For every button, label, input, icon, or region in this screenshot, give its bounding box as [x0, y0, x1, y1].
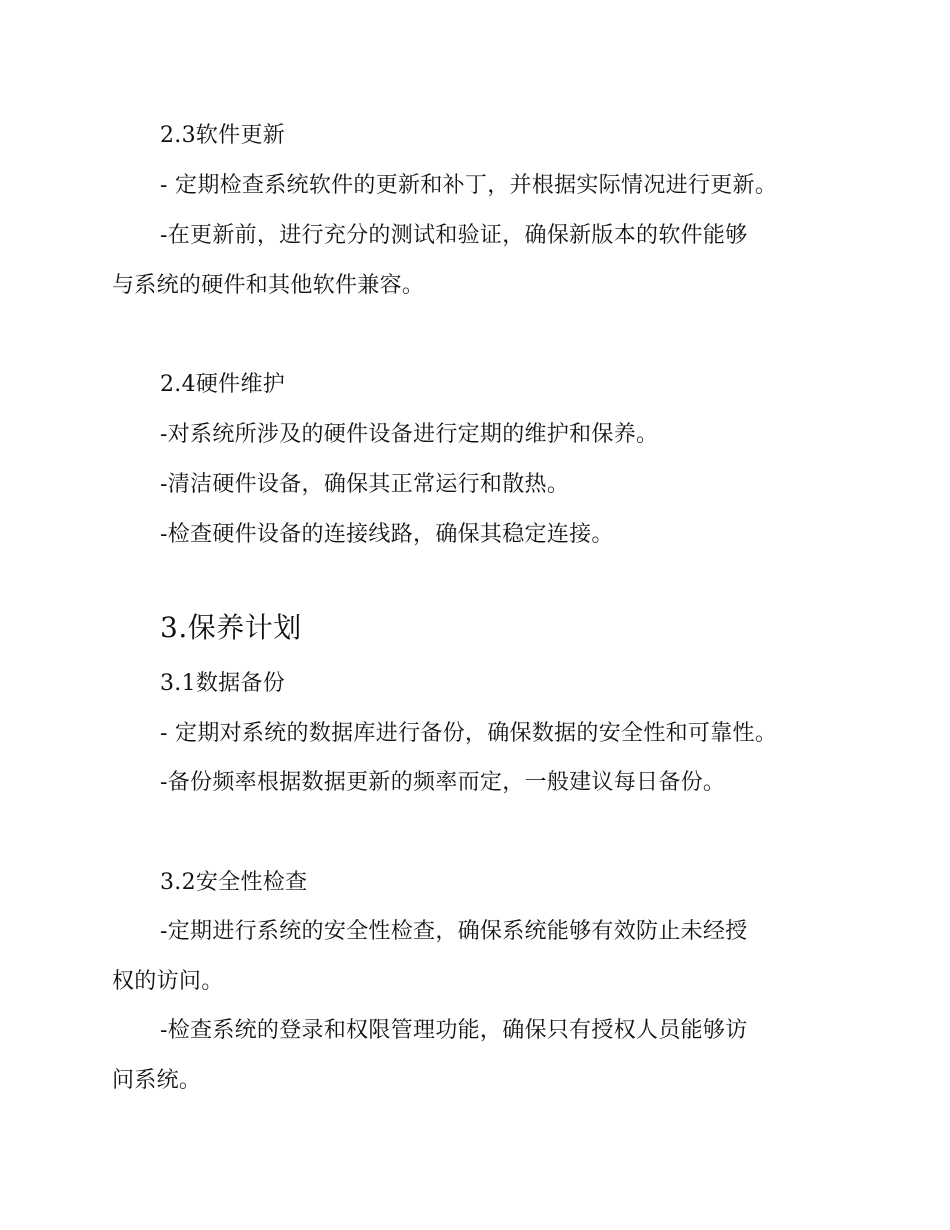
paragraph-line: -备份频率根据数据更新的频率而定，一般建议每日备份。 [160, 770, 726, 795]
paragraph-line: -检查硬件设备的连接线路，确保其稳定连接。 [160, 522, 614, 547]
subsection-title-2-3: 2.3软件更新 [160, 123, 286, 148]
paragraph-line: -检查系统的登录和权限管理功能，确保只有授权人员能够访 [160, 1018, 748, 1043]
subsection-title-2-4: 2.4硬件维护 [160, 372, 286, 397]
paragraph-line: 与系统的硬件和其他软件兼容。 [112, 273, 425, 298]
paragraph-line: -清洁硬件设备，确保其正常运行和散热。 [160, 472, 570, 497]
subsection-title-3-1: 3.1数据备份 [160, 671, 286, 696]
paragraph-line: 权的访问。 [112, 969, 224, 994]
paragraph-line: -对系统所涉及的硬件设备进行定期的维护和保养。 [160, 422, 659, 447]
paragraph-line: -在更新前，进行充分的测试和验证，确保新版本的软件能够 [160, 223, 748, 248]
subsection-title-3-2: 3.2安全性检查 [160, 870, 308, 895]
paragraph-line: - 定期检查系统软件的更新和补丁，并根据实际情况进行更新。 [160, 173, 778, 198]
paragraph-line: - 定期对系统的数据库进行备份，确保数据的安全性和可靠性。 [160, 721, 778, 746]
paragraph-line: -定期进行系统的安全性检查，确保系统能够有效防止未经授 [160, 919, 748, 944]
paragraph-line: 问系统。 [112, 1068, 202, 1093]
chapter-title: 3.保养计划 [160, 611, 302, 644]
